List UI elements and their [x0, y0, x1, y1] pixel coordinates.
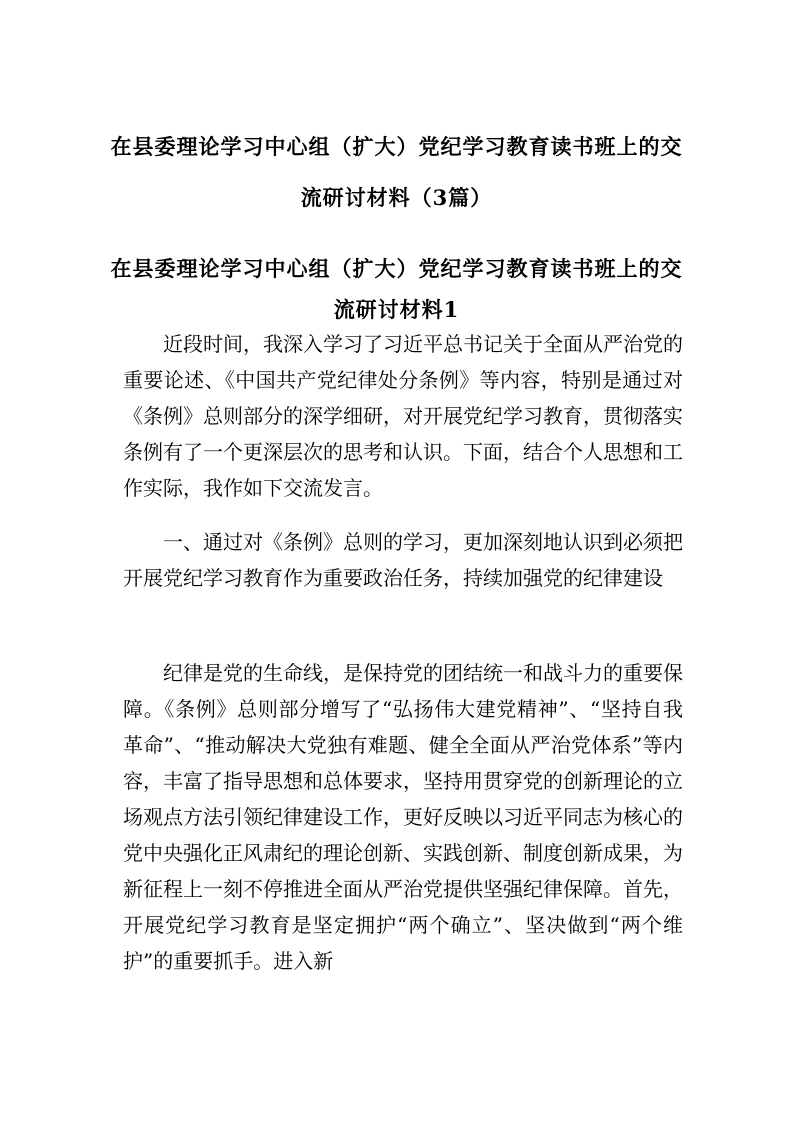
document-title-line-1: 在县委理论学习中心组（扩大）党纪学习教育读书班上的交 — [110, 134, 683, 159]
paragraph-discipline: 纪律是党的生命线，是保持党的团结统一和战斗力的重要保障。《条例》总则部分增写了“弘扬伟大建党精神”、“坚持自我革命”、“推动解决大党独有难题、健全全面从严治党体系”等内容，丰富了指导思想和总体要求，坚持用贯穿党的创新理论的立场观点方法引领纪律建设工作，更好反映以习近平同志为核心的党中央强化正风肃纪的理论创新、实践创新、制度创新成果，为新征程上一刻不停推进全面从严治党提供坚强纪律保障。首先，开展党纪学习教育是坚定拥护“两个确立”、坚决做到“两个维护”的重要抓手。进入新 — [123, 661, 683, 973]
paragraph-introduction: 近段时间，我深入学习了习近平总书记关于全面从严治党的重要论述、《中国共产党纪律处分条例》等内容，特别是通过对《条例》总则部分的深学细研，对开展党纪学习教育，贯彻落实条例有了一个更深层次的思考和认识。下面，结合个人思想和工作实际，我作如下交流发言。 — [123, 332, 683, 500]
section-title-line-1: 在县委理论学习中心组（扩大）党纪学习教育读书班上的交 — [110, 256, 683, 281]
paragraph-heading-one: 一、通过对《条例》总则的学习，更加深刻地认识到必须把开展党纪学习教育作为重要政治任务，持续加强党的纪律建设 — [123, 530, 683, 590]
document-title-line-2: 流研讨材料（3篇） — [300, 185, 493, 210]
section-title-line-2: 流研讨材料1 — [333, 297, 460, 322]
